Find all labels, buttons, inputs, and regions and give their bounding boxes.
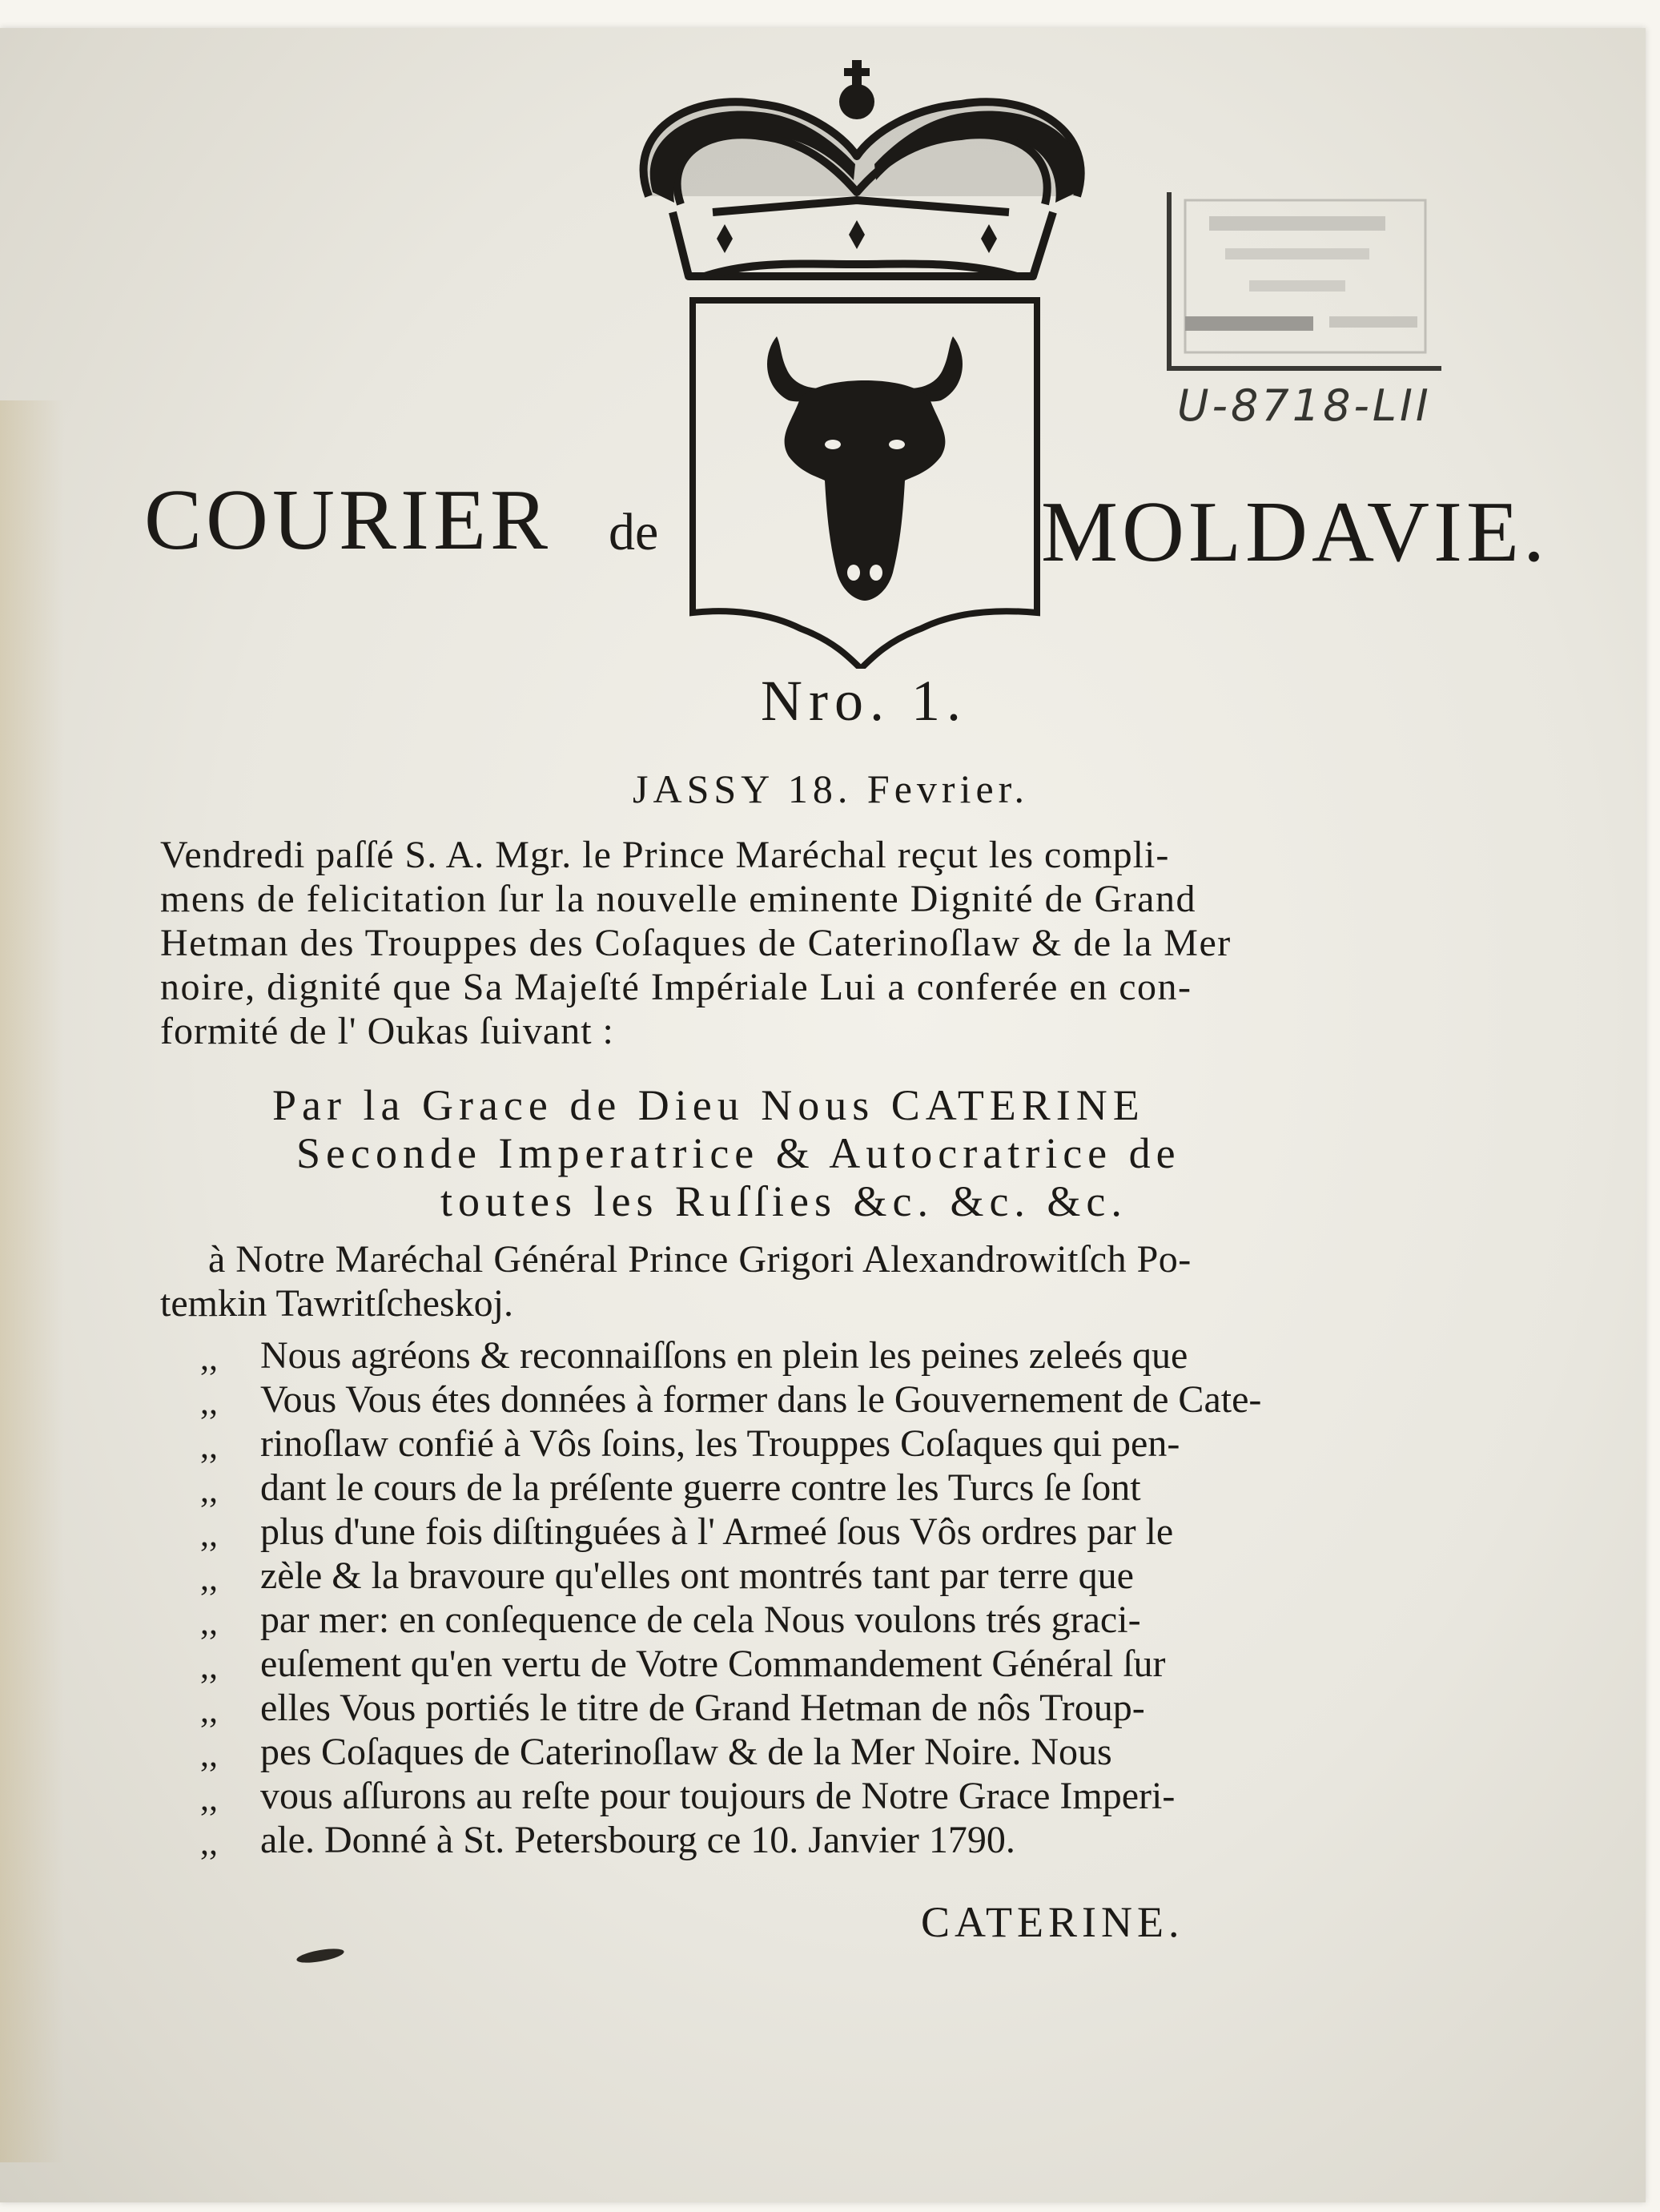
address-line: temkin Tawritſcheskoj.	[160, 1282, 513, 1325]
decree-line: euſement qu'en vertu de Votre Commandement Général ſur	[260, 1643, 1166, 1685]
signature: CATERINE.	[921, 1898, 1184, 1946]
decree-line: ale. Donné à St. Petersbourg ce 10. Janvier 1790.	[260, 1819, 1015, 1861]
decree-line: pes Coſaques de Caterinoſlaw & de la Mer Noire. Nous	[260, 1731, 1112, 1773]
decree-line: rinoſlaw confié à Vôs ſoins, les Trouppes Coſaques qui pen-	[260, 1422, 1180, 1465]
decree-line: elles Vous portiés le titre de Grand Hetman de nôs Troup-	[260, 1687, 1145, 1729]
masthead-title-right: MOLDAVIE.	[1041, 485, 1549, 580]
quote-mark: ,,	[200, 1735, 218, 1774]
dateline: JASSY 18. Fevrier.	[633, 766, 1030, 811]
decree-line: vous aſſurons au reſte pour toujours de Notre Grace Imperi-	[260, 1775, 1176, 1817]
quote-mark: ,,	[200, 1558, 218, 1598]
intro-line: mens de felicitation ſur la nouvelle eminente Dignité de Grand	[160, 878, 1196, 920]
decree-line: plus d'une fois diſtinguées à l' Armeé ſous Vôs ordres par le	[260, 1510, 1174, 1553]
archive-stamp	[1161, 184, 1449, 376]
archive-number: U-8718-LII	[1177, 380, 1432, 431]
decree-heading-line: toutes les Ruſſies &c. &c. &c.	[440, 1177, 1127, 1225]
quote-mark: ,,	[200, 1338, 218, 1377]
quote-mark: ,,	[200, 1647, 218, 1686]
quote-mark: ,,	[200, 1514, 218, 1554]
quote-mark: ,,	[200, 1382, 218, 1422]
quote-mark: ,,	[200, 1426, 218, 1466]
quote-mark: ,,	[200, 1603, 218, 1642]
masthead-title-de: de	[609, 503, 659, 561]
quote-mark: ,,	[200, 1823, 218, 1862]
issue-number: Nro. 1.	[761, 669, 967, 733]
intro-line: formité de l' Oukas ſuivant :	[160, 1010, 614, 1052]
coat-of-arms-icon	[617, 60, 1113, 669]
intro-line: noire, dignité que Sa Majeſté Impériale Lui a conferée en con-	[160, 966, 1192, 1008]
quote-mark: ,,	[200, 1779, 218, 1818]
masthead-title-left: COURIER	[144, 473, 553, 568]
decree-line: Nous agréons & reconnaiſſons en plein les peines zeleés que	[260, 1334, 1188, 1377]
paper-stain	[0, 400, 64, 2162]
quote-mark: ,,	[200, 1470, 218, 1510]
address-line: à Notre Maréchal Général Prince Grigori Alexandrowitſch Po-	[208, 1238, 1192, 1281]
decree-line: Vous Vous étes données à former dans le Gouvernement de Cate-	[260, 1378, 1262, 1421]
quote-mark: ,,	[200, 1691, 218, 1730]
decree-heading-line: Par la Grace de Dieu Nous CATERINE	[272, 1081, 1145, 1129]
decree-line: dant le cours de la préſente guerre contre les Turcs ſe ſont	[260, 1466, 1141, 1509]
decree-line: zèle & la bravoure qu'elles ont montrés tant par terre que	[260, 1554, 1134, 1597]
decree-line: par mer: en conſequence de cela Nous voulons trés graci-	[260, 1599, 1141, 1641]
decree-heading-line: Seconde Imperatrice & Autocratrice de	[296, 1129, 1181, 1177]
intro-line: Vendredi paſſé S. A. Mgr. le Prince Maréchal reçut les compli-	[160, 834, 1170, 876]
intro-line: Hetman des Trouppes des Coſaques de Caterinoſlaw & de la Mer	[160, 922, 1232, 964]
